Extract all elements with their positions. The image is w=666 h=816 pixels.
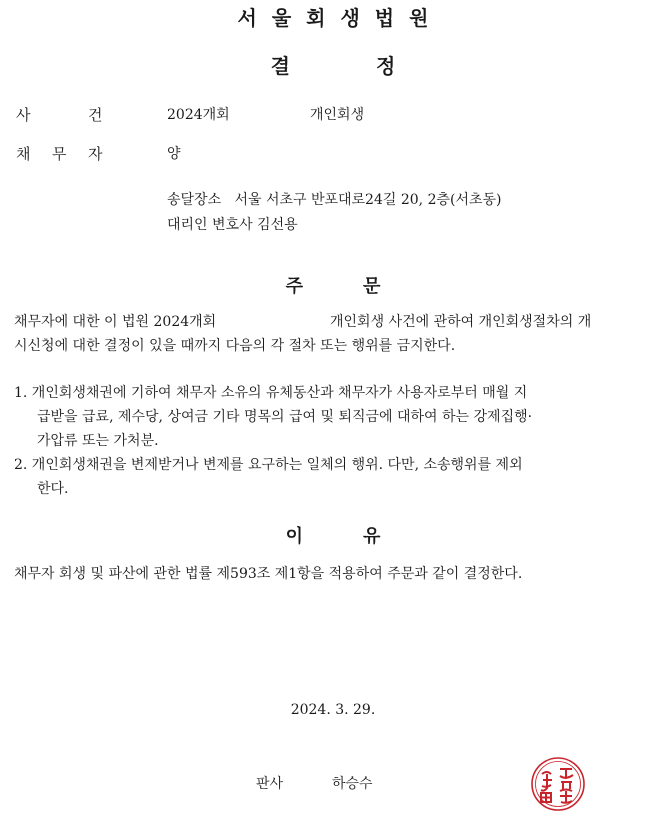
reason-heading-char-2: 유	[363, 526, 381, 547]
order-item-1-line-1: 1. 개인회생채권에 기하여 채무자 소유의 유체동산과 채무자가 사용자로부터 매월 지	[14, 385, 528, 401]
case-label-char-1: 사	[16, 106, 31, 124]
order-item-2-line-2: 한다.	[37, 481, 69, 497]
service-address: 송달장소 서울 서초구 반포대로24길 20, 2층(서초동)	[167, 192, 502, 208]
order-heading-char-1: 주	[285, 276, 303, 297]
debtor-name: 양	[167, 146, 181, 162]
document-type-title	[0, 50, 666, 79]
order-item-1-line-2: 급받을 급료, 제수당, 상여금 기타 명목의 급여 및 퇴직금에 대하여 하는 강제집행·	[37, 409, 533, 425]
order-heading-char-2: 문	[363, 276, 381, 297]
case-name: 개인회생	[310, 107, 365, 123]
reason-heading	[0, 522, 666, 548]
judge-title: 판사	[256, 776, 284, 792]
reason-text: 채무자 회생 및 파산에 관한 법률 제593조 제1항을 적용하여 주문과 같이 결정한다.	[14, 566, 523, 582]
document-type-char-1: 결	[270, 54, 290, 78]
case-label-char-2: 건	[88, 106, 103, 124]
case-number: 2024개회	[167, 107, 230, 123]
debtor-label-char-2: 무	[52, 145, 67, 163]
debtor-label-char-1: 채	[16, 145, 31, 163]
legal-agent: 대리인 변호사 김선용	[167, 217, 298, 233]
decision-date: 2024. 3. 29.	[290, 702, 376, 718]
debtor-label-char-3: 자	[88, 145, 103, 163]
order-item-2-line-1: 2. 개인회생채권을 변제받거나 변제를 요구하는 일체의 행위. 다만, 소송행위를 제외	[14, 457, 523, 473]
order-intro-line-2: 시신청에 대한 결정이 있을 때까지 다음의 각 절차 또는 행위를 금지한다.	[14, 338, 456, 354]
order-item-1-line-3: 가압류 또는 가처분.	[37, 433, 159, 449]
order-intro-part-2: 개인회생 사건에 관하여 개인회생절차의 개	[330, 314, 592, 330]
court-name: 서울회생법원	[237, 6, 444, 30]
order-intro-part-1: 채무자에 대한 이 법원 2024개회	[14, 314, 217, 330]
order-heading	[0, 272, 666, 298]
reason-heading-char-1: 이	[285, 526, 303, 547]
judge-name: 하승수	[332, 776, 373, 792]
document-type-char-2: 정	[376, 54, 396, 78]
judge-seal-icon	[530, 756, 586, 812]
